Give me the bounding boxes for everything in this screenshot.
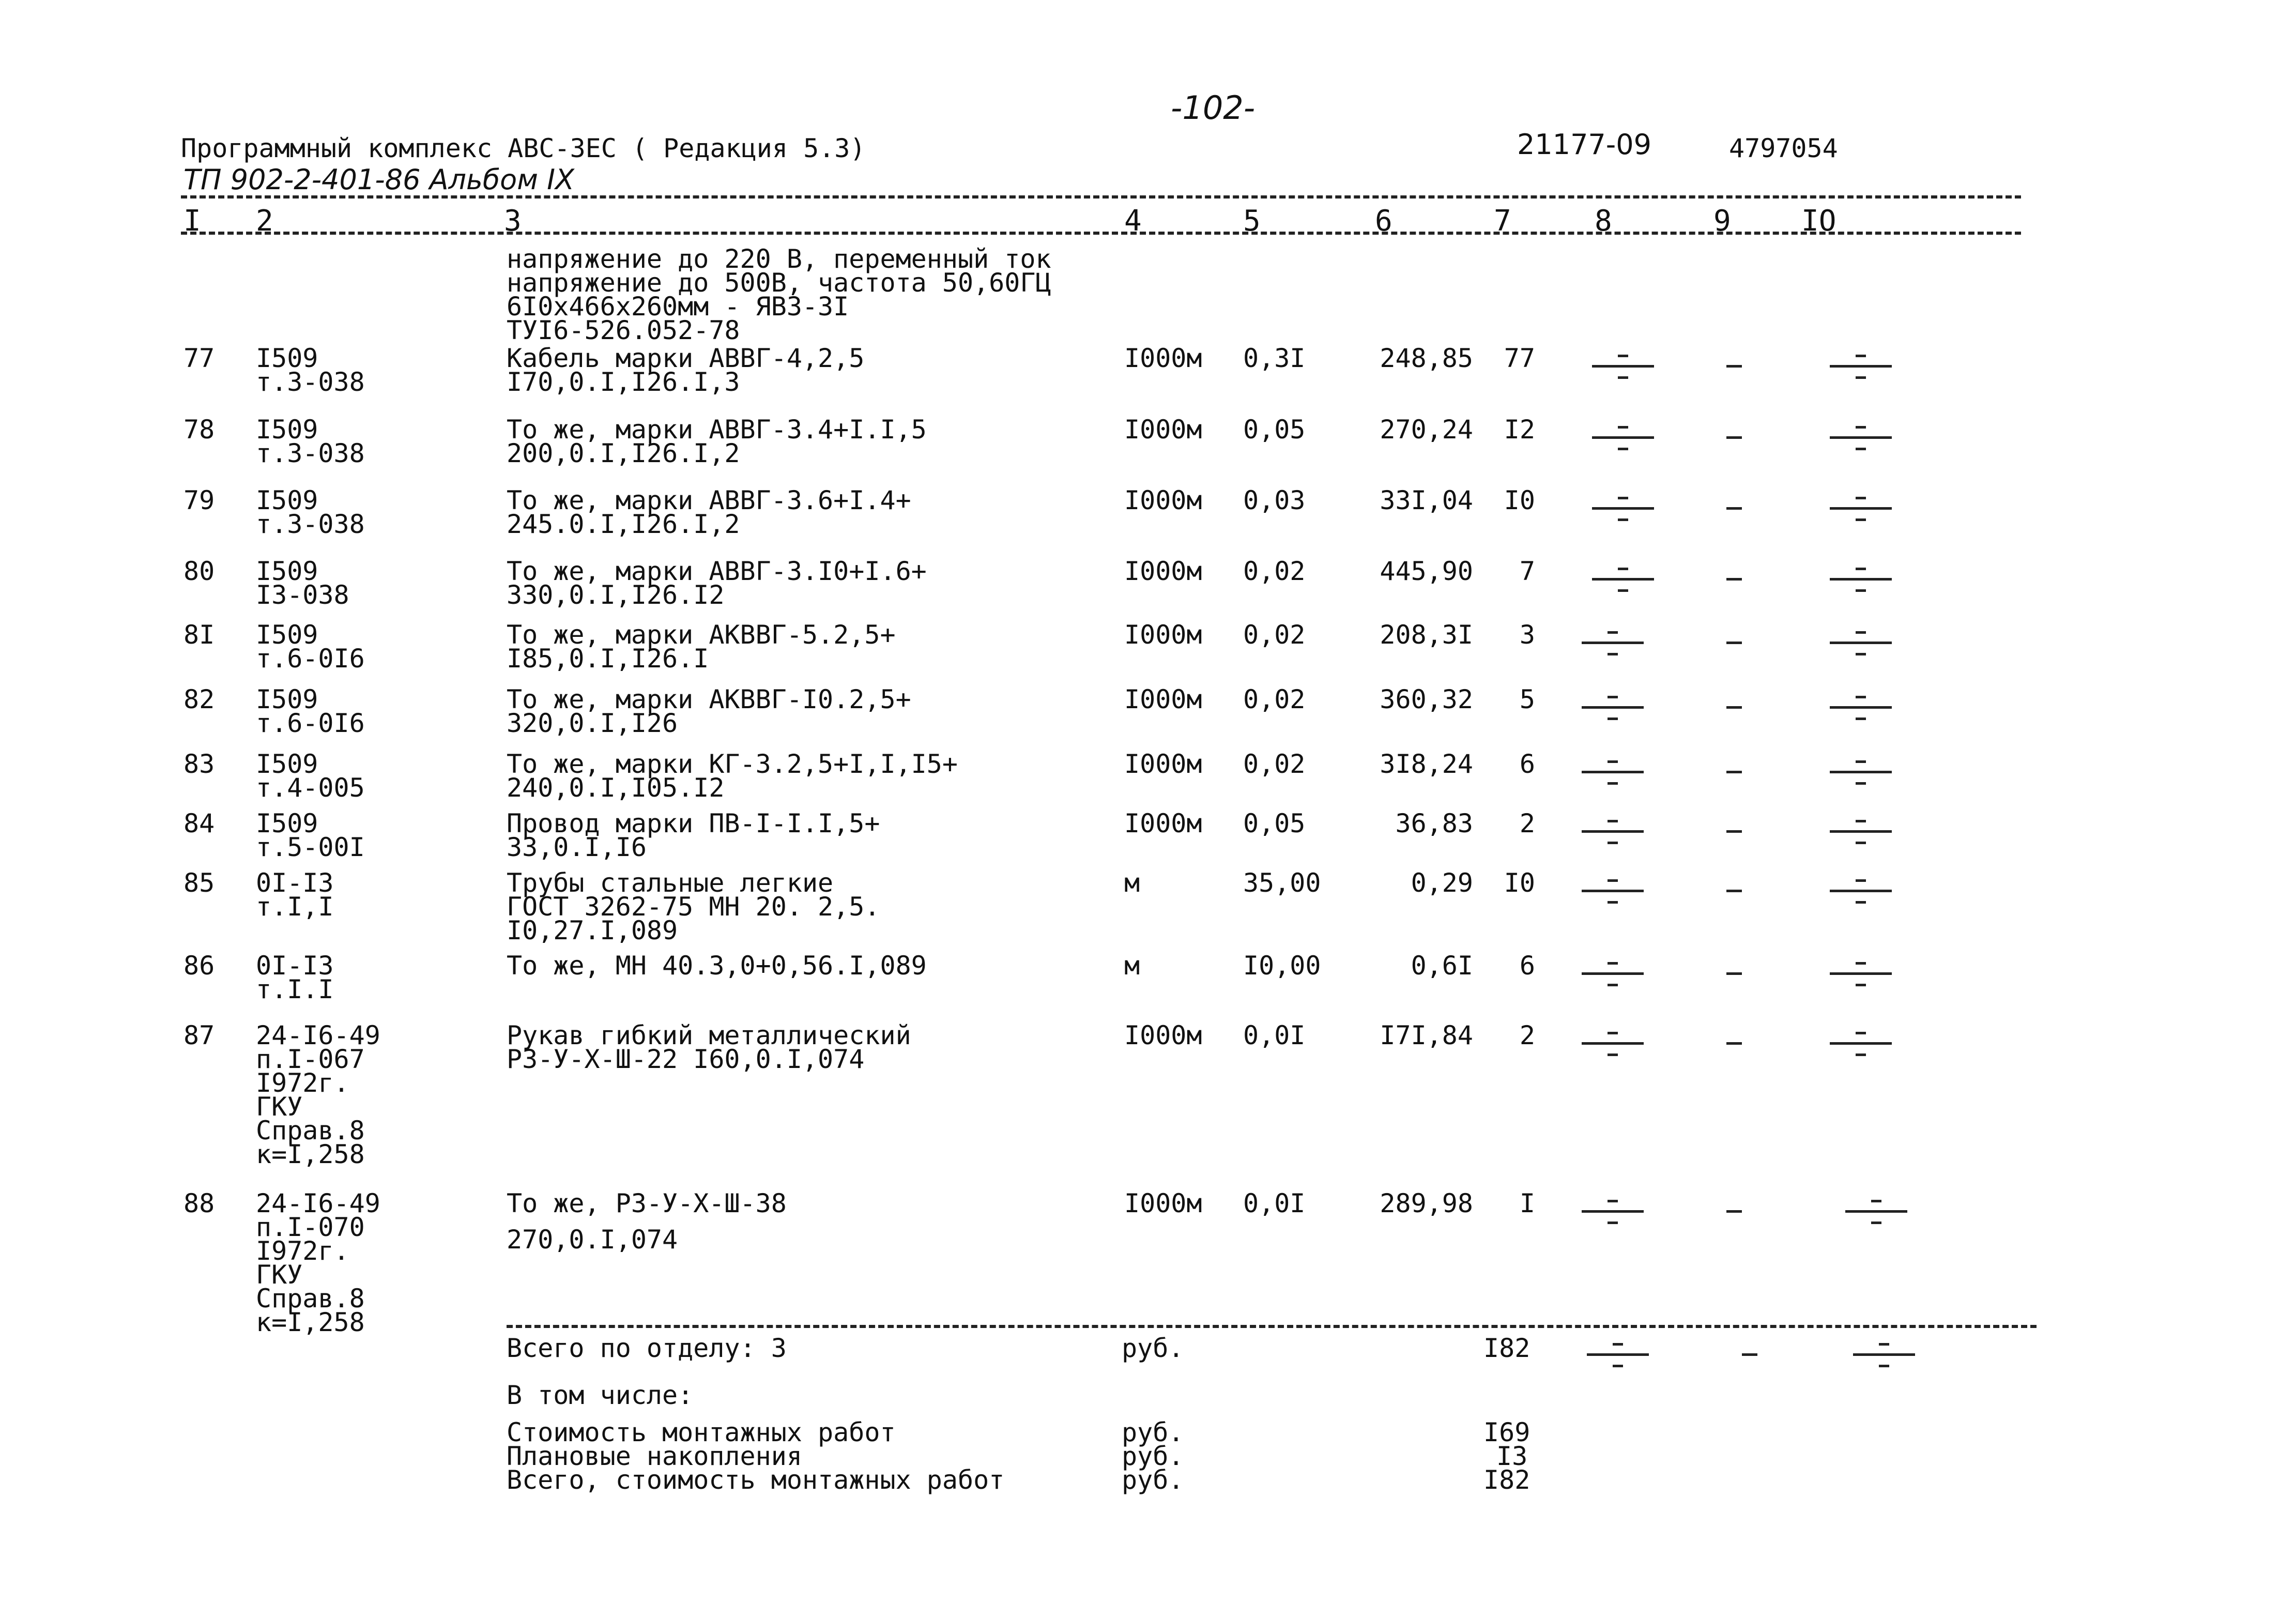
summary-line-value: I3 [1496,1441,1528,1471]
row-quantity: 0,05 [1243,415,1306,445]
reference-line: ГКУ [256,1260,303,1290]
summary-line-unit: руб. [1122,1417,1184,1447]
description-line: 240,0.I,I05.I2 [507,773,725,803]
reference-line: т.3-038 [256,438,365,468]
row-total: 5 [1519,684,1535,714]
row-description [507,749,958,803]
row-reference [256,868,334,922]
row-unit-price: 208,3I [1380,620,1473,650]
row-number: 87 [183,1020,215,1050]
total-value: I82 [1483,1333,1530,1363]
row-reference [256,1020,380,1169]
column-header-1: I [183,204,201,238]
row-reference [256,951,334,1004]
reference-line: т.3-038 [256,509,365,539]
description-line: Кабель марки АВВГ-4,2,5 [507,343,865,373]
col8-fraction-mark [1582,869,1644,915]
column-header-9: 9 [1713,204,1731,238]
row-quantity: 0,0I [1243,1188,1306,1218]
col10-fraction-mark [1830,750,1892,797]
description-line: 320,0.I,I26 [507,708,678,738]
reference-line: 0I-I3 [256,951,334,981]
intro-line: напряжение до 220 В, переменный ток [507,244,1051,274]
row-unit: I000м [1124,1020,1202,1050]
summary-rule [507,1325,2037,1328]
row-total: 2 [1519,1020,1535,1050]
col10-fraction-mark [1830,810,1892,856]
row-quantity: I0,00 [1243,951,1321,981]
row-quantity: 0,05 [1243,808,1306,838]
column-header-6: 6 [1375,204,1392,238]
col9-dash [1726,365,1742,368]
row-unit-price: 270,24 [1380,415,1473,445]
description-line: Провод марки ПВ-I-I.I,5+ [507,808,880,838]
column-header-5: 5 [1243,204,1261,238]
reference-line: т.5-00I [256,832,365,862]
reference-line: I3-038 [256,580,349,610]
reference-line: I509 [256,415,318,445]
row-total: 6 [1519,951,1535,981]
row-description [507,1188,787,1255]
col10-fraction-mark [1830,685,1892,732]
row-number: 83 [183,749,215,779]
reference-line: ГКУ [256,1092,303,1122]
col9-dash [1726,436,1742,439]
reference-line: I509 [256,620,318,650]
row-description [507,951,927,981]
reference-line: т.4-005 [256,773,365,803]
row-unit: I000м [1124,556,1202,586]
row-unit: I000м [1124,620,1202,650]
row-total: I0 [1504,485,1535,515]
intro-line: напряжение до 500В, частота 50,60ГЦ [507,268,1051,298]
reference-line: I509 [256,556,318,586]
reference-line: т.I,I [256,892,334,922]
reference-line: 24-I6-49 [256,1020,380,1050]
row-unit-price: 289,98 [1380,1188,1473,1218]
col8-fraction-mark [1582,810,1644,856]
summary-line-label: Стоимость монтажных работ [507,1417,896,1447]
description-line: То же, МН 40.3,0+0,56.I,089 [507,951,927,981]
reference-line: I972г. [256,1068,349,1098]
row-total: I0 [1504,868,1535,898]
row-unit-price: 445,90 [1380,556,1473,586]
col8-fraction-mark [1592,486,1654,533]
reference-line: п.I-067 [256,1044,365,1074]
description-line: То же, РЗ-У-Х-Ш-38 [507,1188,787,1218]
row-number: 80 [183,556,215,586]
reference-line: т.6-0I6 [256,644,365,674]
reference-line: к=I,258 [256,1139,365,1169]
column-header-10: IO [1801,204,1836,238]
row-number: 79 [183,485,215,515]
row-unit: I000м [1124,684,1202,714]
header-rule-bottom [181,232,2021,235]
reference-line: I509 [256,343,318,373]
reference-line: I509 [256,808,318,838]
col9-dash [1726,1042,1742,1045]
description-line: То же, марки АВВГ-3.6+I.4+ [507,485,911,515]
row-reference [256,485,365,539]
row-unit: I000м [1124,485,1202,515]
row-description [507,485,911,539]
col8-fraction-mark [1582,1189,1644,1236]
reference-line: т.3-038 [256,367,365,397]
row-unit-price: 0,6I [1411,951,1473,981]
col10-fraction-mark [1830,557,1892,604]
col10-fraction-mark [1830,952,1892,998]
col9-dash [1726,706,1742,709]
row-unit: I000м [1124,749,1202,779]
reference-line: 24-I6-49 [256,1188,380,1218]
reference-line: Справ.8 [256,1284,365,1314]
row-total: 3 [1519,620,1535,650]
summary-line-unit: руб. [1122,1441,1184,1471]
column-header-8: 8 [1595,204,1612,238]
column-header-2: 2 [256,204,273,238]
col9-dash [1726,578,1742,581]
col10-fraction-mark [1845,1189,1907,1236]
row-reference [256,1188,380,1337]
row-unit-price: 3I8,24 [1380,749,1473,779]
program-title: Программный комплекс АВС-3ЕС ( Редакция 5.3) [181,133,866,163]
row-unit: м [1124,868,1140,898]
row-number: 84 [183,808,215,838]
row-total: 77 [1504,343,1535,373]
col10-fraction-mark [1830,416,1892,462]
description-line: I70,0.I,I26.I,3 [507,367,740,397]
reference-line: п.I-070 [256,1212,365,1242]
description-line: 200,0.I,I26.I,2 [507,438,740,468]
col10-fraction-mark [1830,486,1892,533]
row-reference [256,620,365,674]
row-quantity: 0,02 [1243,749,1306,779]
reference-line: Справ.8 [256,1116,365,1146]
description-line: I85,0.I,I26.I [507,644,709,674]
total-col10-fraction [1853,1333,1915,1379]
description-line: I0,27.I,089 [507,915,678,945]
summary-line-unit: руб. [1122,1465,1184,1495]
including-label: В том числе: [507,1380,694,1410]
document-number: 4797054 [1729,133,1838,163]
description-line: То же, марки АКВВГ-5.2,5+ [507,620,896,650]
intro-line: ТУI6-526.052-78 [507,315,740,345]
total-col8-fraction [1587,1333,1649,1379]
row-unit-price: 248,85 [1380,343,1473,373]
reference-line: к=I,258 [256,1307,365,1337]
col8-fraction-mark [1582,952,1644,998]
row-total: I2 [1504,415,1535,445]
header-rule-top [181,195,2021,199]
row-number: 85 [183,868,215,898]
row-description [507,343,865,397]
row-description [507,1020,911,1074]
summary-line-label: Плановые накопления [507,1441,802,1471]
row-total: 6 [1519,749,1535,779]
row-number: 78 [183,415,215,445]
row-unit-price: 0,29 [1411,868,1473,898]
row-reference [256,415,365,468]
row-description [507,868,880,945]
reference-line: т.6-0I6 [256,708,365,738]
intro-text [507,244,1051,345]
description-line: 270,0.I,074 [507,1225,678,1255]
row-quantity: 0,02 [1243,684,1306,714]
col8-fraction-mark [1582,1021,1644,1068]
summary-line-value: I69 [1483,1417,1530,1447]
row-quantity: 0,0I [1243,1020,1306,1050]
col9-dash [1726,830,1742,833]
col10-fraction-mark [1830,869,1892,915]
col8-fraction-mark [1592,344,1654,391]
row-reference [256,749,365,803]
row-number: 82 [183,684,215,714]
col9-dash [1726,1210,1742,1213]
total-unit: руб. [1122,1333,1184,1363]
intro-line: 6I0x466x260мм - ЯВЗ-3I [507,292,849,322]
row-quantity: 0,03 [1243,485,1306,515]
row-quantity: 0,02 [1243,556,1306,586]
row-quantity: 0,02 [1243,620,1306,650]
row-reference [256,556,349,610]
row-unit: I000м [1124,343,1202,373]
description-line: То же, марки АВВГ-3.I0+I.6+ [507,556,927,586]
row-description [507,415,927,468]
album-reference: ТП 902-2-401-86 Альбом IX [183,163,575,196]
column-header-7: 7 [1494,204,1511,238]
row-total: I [1519,1188,1535,1218]
row-number: 77 [183,343,215,373]
row-unit-price: 33I,04 [1380,485,1473,515]
row-unit: I000м [1124,808,1202,838]
description-line: Рукав гибкий металлический [507,1020,911,1050]
row-unit: I000м [1124,415,1202,445]
row-total: 2 [1519,808,1535,838]
description-line: Трубы стальные легкие [507,868,834,898]
total-label: Всего по отделу: 3 [507,1333,787,1363]
description-line: 330,0.I,I26.I2 [507,580,725,610]
row-reference [256,808,365,862]
col8-fraction-mark [1592,416,1654,462]
row-description [507,808,880,862]
row-number: 8I [183,620,215,650]
row-number: 88 [183,1188,215,1218]
description-line: То же, марки АКВВГ-I0.2,5+ [507,684,911,714]
col9-dash [1726,972,1742,975]
row-quantity: 35,00 [1243,868,1321,898]
row-description [507,684,911,738]
row-unit-price: I7I,84 [1380,1020,1473,1050]
col9-dash [1726,642,1742,644]
col9-dash [1726,507,1742,510]
row-unit-price: 36,83 [1395,808,1473,838]
reference-line: I972г. [256,1236,349,1266]
col8-fraction-mark [1582,621,1644,667]
col8-fraction-mark [1582,750,1644,797]
description-line: То же, марки КГ-3.2,5+I,I,I5+ [507,749,958,779]
row-quantity: 0,3I [1243,343,1306,373]
col9-dash [1726,890,1742,892]
column-header-4: 4 [1124,204,1142,238]
description-line: 245.0.I,I26.I,2 [507,509,740,539]
row-description [507,556,927,610]
summary-line-label: Всего, стоимость монтажных работ [507,1465,1005,1495]
row-unit: I000м [1124,1188,1202,1218]
row-total: 7 [1519,556,1535,586]
reference-line: 0I-I3 [256,868,334,898]
col8-fraction-mark [1582,685,1644,732]
reference-line: I509 [256,485,318,515]
col8-fraction-mark [1592,557,1654,604]
row-reference [256,684,365,738]
col10-fraction-mark [1830,1021,1892,1068]
col10-fraction-mark [1830,621,1892,667]
col10-fraction-mark [1830,344,1892,391]
reference-line: I509 [256,684,318,714]
document-code: 21177-09 [1517,128,1651,161]
description-line: 33,0.I,I6 [507,832,647,862]
row-unit: м [1124,951,1140,981]
summary-line-value: I82 [1483,1465,1530,1495]
description-line: РЗ-У-Х-Ш-22 I60,0.I,074 [507,1044,865,1074]
description-line: ГОСТ 3262-75 МН 20. 2,5. [507,892,880,922]
reference-line: I509 [256,749,318,779]
row-number: 86 [183,951,215,981]
column-header-3: 3 [504,204,522,238]
description-line: То же, марки АВВГ-3.4+I.I,5 [507,415,927,445]
total-col9-dash [1742,1353,1757,1356]
page-number: -102- [1171,89,1256,127]
col9-dash [1726,771,1742,773]
row-unit-price: 360,32 [1380,684,1473,714]
reference-line: т.I.I [256,974,334,1004]
row-reference [256,343,365,397]
row-description [507,620,896,674]
